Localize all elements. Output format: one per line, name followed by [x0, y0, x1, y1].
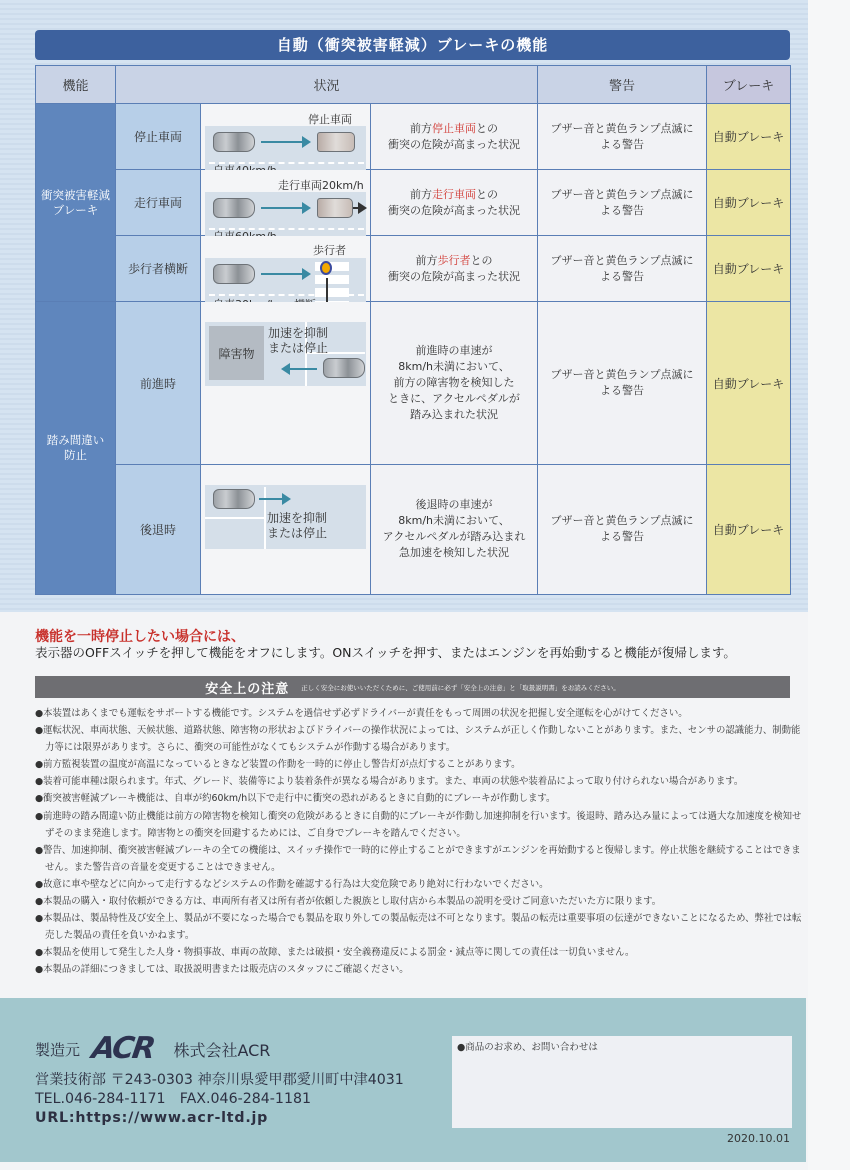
situation-text-pre: 前方 — [410, 187, 432, 201]
note-item: ●本製品の購入・取付依頼ができる方は、車両所有者又は所有者が依頼した親族とし取付店から本製品の説明を受けご同意いただいた方に限ります。 — [35, 896, 662, 908]
pause-heading: 機能を一時停止したい場合には、 — [35, 629, 245, 645]
situation-line: 衝突の危険が高まった状況 — [388, 137, 520, 151]
own-car-icon — [213, 264, 255, 284]
address: 営業技術部 〒243-0303 神奈川県愛甲郡愛川町中津4031 — [35, 1072, 404, 1088]
situation-text — [371, 104, 538, 170]
brake-cell: 自動ブレーキ — [707, 170, 791, 236]
target-label: 停止車両 — [308, 113, 352, 126]
situation-line: 前方の障害物を検知した — [393, 376, 515, 390]
website-link[interactable]: URL:https://www.acr-ltd.jp — [35, 1110, 269, 1126]
warning-text — [538, 464, 707, 594]
category-label: 防止 — [64, 448, 87, 463]
situation-line: 急加速を検知した状況 — [399, 546, 509, 560]
sub-forward: 前進時 — [116, 302, 201, 464]
brake-cell: 自動ブレーキ — [707, 104, 791, 170]
scene-pedestrian — [201, 236, 371, 302]
table-row — [36, 464, 791, 594]
situation-line: アクセルペダルが踏み込まれ — [382, 530, 526, 544]
warning-line: ブザー音と黄色ランプ点滅に — [550, 253, 694, 267]
situation-line: 踏み込まれた状況 — [410, 407, 498, 421]
safety-header — [35, 676, 790, 698]
arrow-right-icon — [259, 498, 283, 500]
note-item: ●本製品を使用して発生した人身・物損事故、車両の故障、または破損・安全義務違反による罰金・減点等に関しての責任は一切負いません。 — [35, 947, 635, 959]
category-misapplication-prevention — [36, 302, 116, 595]
arrow-left-icon — [289, 368, 317, 370]
note-item: ●衝突被害軽減ブレーキ機能は、自車が約60km/h以下で走行中に衝突の恐れがあるときに自動的にブレーキが作動します。 — [35, 793, 556, 805]
arrow-right-icon — [261, 141, 303, 143]
header-function: 機能 — [36, 66, 116, 104]
category-label: 衝突被害軽減 — [41, 187, 110, 202]
warning-line: よる警告 — [600, 530, 645, 544]
sub-stopped-vehicle: 停止車両 — [116, 104, 201, 170]
maker-label: 製造元 — [35, 1040, 81, 1059]
warning-text — [538, 170, 707, 236]
situation-text — [371, 236, 538, 302]
header-situation: 状況 — [116, 66, 538, 104]
situation-highlight: 停止車両 — [432, 121, 476, 135]
contact-block — [35, 1071, 404, 1128]
safety-notes — [35, 705, 805, 979]
own-car-icon — [213, 489, 255, 509]
note-item: ●警告、加速抑制、衝突被害軽減ブレーキの全ての機能は、スイッチ操作で一時的に停止することができますがエンジンを再始動すると復帰します。停止状態を継続することはできません。また警告音の音量を変更することはできません。 — [35, 844, 801, 873]
situation-text-post: との — [470, 253, 493, 267]
safety-subtitle: 正しく安全にお使いいただくために、ご使用前に必ず「安全上の注意」と「取扱説明書」をお読みください。 — [301, 683, 620, 692]
situation-line: 8km/h未満において、 — [398, 360, 510, 374]
scene-moving-vehicle — [201, 170, 371, 236]
inquiry-label: ●商品のお求め、お問い合わせは — [457, 1042, 598, 1053]
acr-logo: ACR — [89, 1031, 156, 1066]
table-row — [36, 236, 791, 302]
note-item: ●前方監視装置の温度が高温になっているときなど装置の作動を一時的に停止し警告灯が点灯することがあります。 — [35, 759, 521, 771]
arrow-right-icon — [261, 273, 303, 275]
header-warning: 警告 — [538, 66, 707, 104]
target-label: 歩行者 — [313, 244, 346, 258]
warning-line: ブザー音と黄色ランプ点滅に — [550, 368, 694, 382]
note-item: ●装着可能車種は限られます。年式、グレード、装備等により装着条件が異なる場合があります。また、車両の状態や装着品によって取り付けられない場合があります。 — [35, 776, 744, 788]
situation-text — [371, 170, 538, 236]
situation-highlight: 走行車両 — [432, 187, 476, 201]
brake-cell: 自動ブレーキ — [707, 236, 791, 302]
situation-line: 後退時の車速が — [415, 498, 493, 512]
table-row — [36, 170, 791, 236]
warning-text — [538, 236, 707, 302]
obstacle-block: 障害物 — [209, 326, 264, 380]
situation-text-post: との — [476, 187, 498, 201]
footer — [0, 998, 806, 1162]
tel-fax: TEL.046-284-1171 FAX.046-284-1181 — [35, 1091, 312, 1107]
table-row — [36, 104, 791, 170]
category-label: 踏み間違い — [46, 433, 105, 448]
note-item: ●本製品は、製品特性及び安全上、製品が不要になった場合でも製品を取り外しての製品転売は不可となります。製品の転売は重要事項の伝達ができないことになるため、弊社では転売した製品の責任を負いかねます。 — [35, 913, 802, 942]
sub-reverse: 後退時 — [116, 464, 201, 594]
crosswalk-stripe — [315, 275, 349, 284]
situation-text-post: との — [476, 121, 498, 135]
warning-line: よる警告 — [600, 203, 645, 217]
small-arrow-icon — [353, 207, 359, 209]
warning-line: ブザー音と黄色ランプ点滅に — [550, 514, 694, 528]
maker-line — [35, 1031, 271, 1066]
own-car-icon — [213, 132, 255, 152]
warning-line: よる警告 — [600, 137, 645, 151]
note-item: ●本装置はあくまでも運転をサポートする機能です。システムを過信せず必ずドライバーが責任をもって周囲の状況を把握し安全運転を心がけてください。 — [35, 708, 688, 719]
inquiry-box — [452, 1036, 792, 1128]
stopped-vehicle-icon — [317, 132, 355, 152]
category-collision-mitigation — [36, 104, 116, 302]
moving-vehicle-icon — [317, 198, 353, 218]
situation-text — [371, 464, 538, 594]
pause-text: 表示器のOFFスイッチを押して機能をオフにします。ONスイッチを押す、またはエンジンを再始動すると機能が復帰します。 — [35, 645, 736, 660]
crosswalk-stripe — [315, 288, 349, 297]
action-label: 加速を抑制 — [267, 510, 328, 525]
table-header-row — [36, 66, 791, 104]
arrow-right-icon — [261, 207, 303, 209]
target-label: 走行車両20km/h — [278, 179, 364, 193]
note-item: ●本製品の詳細につきましては、取扱説明書または販売店のスタッフにご確認ください。 — [35, 964, 409, 976]
note-item: ●運転状況、車両状態、天候状態、道路状態、障害物の形状およびドライバーの操作状況によっては、システムが正しく作動しないことがあります。また、センサの認識能力、制動能力等には限界があります。さらに、衝突の可能性がなくてもシステムが作動する場合があります。 — [35, 725, 801, 754]
page-title: 自動（衝突被害軽減）ブレーキの機能 — [35, 30, 790, 60]
warning-line: よる警告 — [600, 384, 645, 398]
warning-line: ブザー音と黄色ランプ点滅に — [550, 121, 694, 135]
scene-stopped-vehicle — [201, 104, 371, 170]
situation-text-pre: 前方 — [410, 121, 432, 135]
warning-line: ブザー音と黄色ランプ点滅に — [550, 187, 694, 201]
scene-forward — [201, 302, 371, 464]
page-edge — [808, 0, 850, 1170]
situation-line: 衝突の危険が高まった状況 — [388, 269, 520, 283]
category-label: ブレーキ — [52, 202, 99, 217]
situation-highlight: 歩行者 — [437, 253, 471, 267]
safety-title: 安全上の注意 — [205, 681, 290, 697]
warning-text — [538, 302, 707, 464]
own-car-icon — [213, 198, 255, 218]
action-label: または停止 — [268, 341, 329, 356]
note-item: ●故意に車や壁などに向かって走行するなどシステムの作動を確認する行為は大変危険であり絶対に行わないでください。 — [35, 878, 549, 890]
warning-text — [538, 104, 707, 170]
situation-line: 衝突の危険が高まった状況 — [388, 203, 520, 217]
brake-cell: 自動ブレーキ — [707, 302, 791, 464]
feature-table — [35, 65, 791, 595]
situation-line: 前進時の車速が — [415, 344, 493, 358]
table-row — [36, 302, 791, 464]
situation-line: 8km/h未満において、 — [398, 514, 510, 528]
brake-cell: 自動ブレーキ — [707, 464, 791, 594]
situation-text — [371, 302, 538, 464]
sub-moving-vehicle: 走行車両 — [116, 170, 201, 236]
scene-reverse — [201, 464, 371, 594]
action-label: 加速を抑制 — [268, 326, 329, 341]
situation-line: ときに、アクセルペダルが — [388, 392, 520, 405]
situation-text-pre: 前方 — [415, 253, 438, 267]
note-item: ●前進時の踏み間違い防止機能は前方の障害物を検知し衝突の危険があるときに自動的にブレーキが作動し加速抑制を行います。後退時、踏み込み量によっては過大な加速度を検知せずそのまま発進します。障害物との衝突を回避するためには、ご自身でブレーキを踏んでください。 — [35, 810, 802, 839]
action-label: または停止 — [267, 525, 328, 540]
own-car-icon — [323, 358, 365, 378]
company-name: 株式会社ACR — [173, 1040, 271, 1060]
warning-line: よる警告 — [600, 269, 645, 283]
sub-pedestrian-crossing: 歩行者横断 — [116, 236, 201, 302]
header-brake: ブレーキ — [707, 66, 791, 104]
lane-line — [205, 517, 265, 519]
issue-date: 2020.10.01 — [727, 1132, 790, 1145]
